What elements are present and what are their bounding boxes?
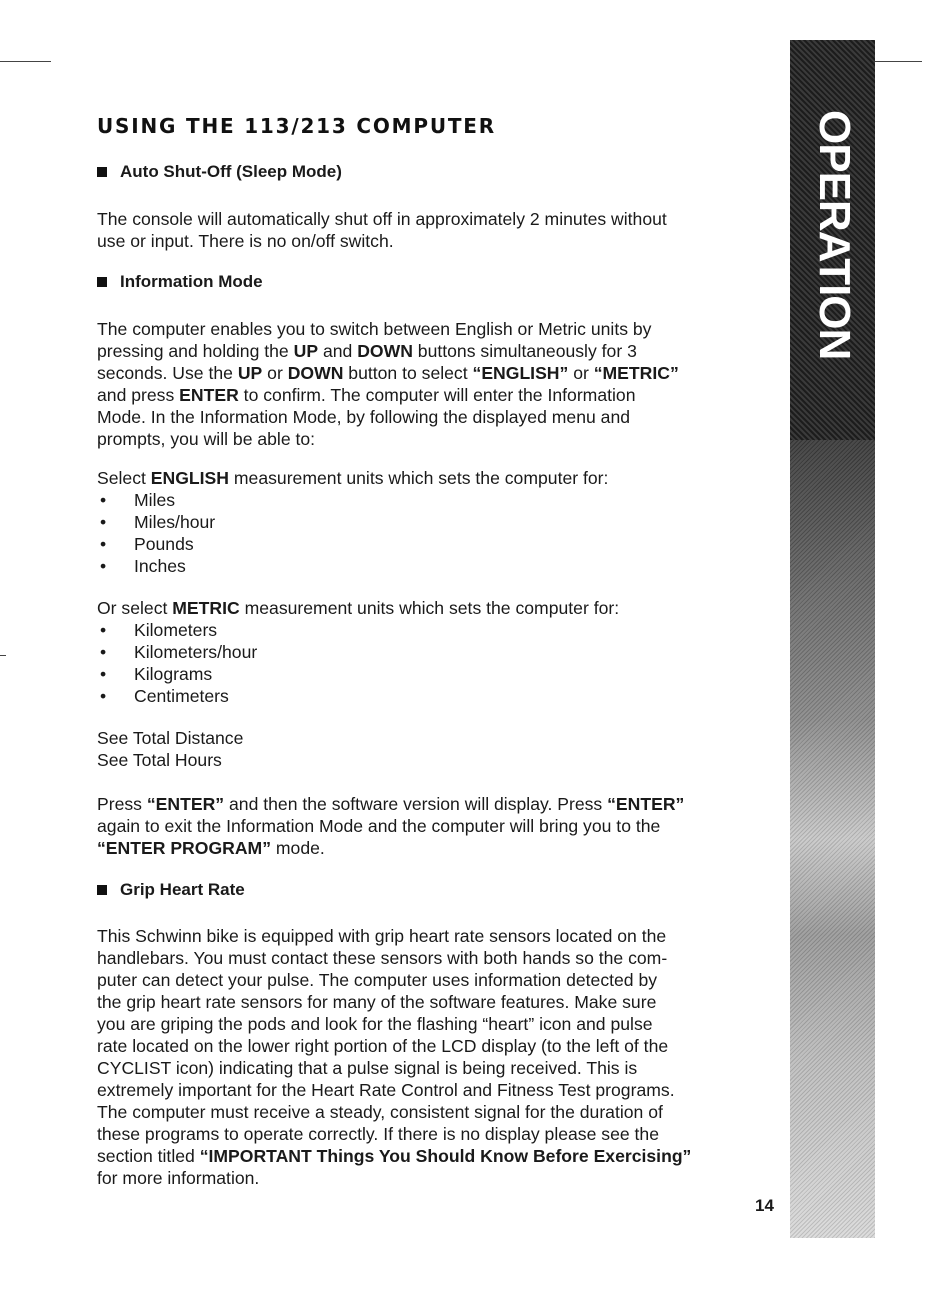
list-item: • Miles [97, 489, 215, 511]
bold-text: DOWN [357, 341, 413, 361]
paragraph-line: The console will automatically shut off in approximately 2 minutes without [97, 209, 667, 229]
text-run: Select [97, 468, 151, 488]
section-auto-shutoff-title [97, 162, 342, 182]
side-tab-label: OPERATION [810, 110, 859, 360]
section-title-text: Grip Heart Rate [120, 880, 245, 899]
section-grip-title [97, 880, 245, 900]
text-run: or [568, 363, 594, 383]
bold-text: “ENTER PROGRAM” [97, 838, 271, 858]
paragraph-line [97, 384, 737, 406]
metric-units-list [97, 619, 257, 707]
bold-text: METRIC [172, 598, 240, 618]
paragraph-line: extremely important for the Heart Rate Control and Fitness Test programs. [97, 1080, 675, 1100]
list-item: • Miles/hour [97, 511, 215, 533]
paragraph-line: for more information. [97, 1168, 260, 1188]
text-run: button to select [343, 363, 473, 383]
paragraph-line: See Total Distance [97, 728, 244, 748]
text-run: or [262, 363, 288, 383]
bold-text: “IMPORTANT Things You Should Know Before Exercising” [199, 1146, 692, 1166]
text-run: measurement units which sets the computer for: [239, 598, 620, 618]
paragraph-line: The computer must receive a steady, consistent signal for the duration of [97, 1102, 663, 1122]
text-run: pressing and holding the [97, 341, 294, 361]
bold-text: ENGLISH [150, 468, 229, 488]
paragraph-line [97, 340, 737, 362]
text-run: seconds. Use the [97, 363, 238, 383]
square-bullet-icon [97, 885, 107, 895]
text-run: and [318, 341, 358, 361]
bold-text: “ENTER” [146, 794, 225, 814]
text-run: section titled [97, 1146, 200, 1166]
see-totals [97, 727, 737, 771]
paragraph-line: handlebars. You must contact these sensors with both hands so the com- [97, 948, 668, 968]
text-run: measurement units which sets the computer for: [229, 468, 609, 488]
paragraph-line: Mode. In the Information Mode, by following the displayed menu and [97, 407, 631, 427]
side-photo-strip [790, 440, 875, 1238]
page-number: 14 [755, 1196, 774, 1215]
auto-shutoff-paragraph [97, 208, 737, 252]
bold-text: “ENGLISH” [472, 363, 569, 383]
text-run: Or select [97, 598, 173, 618]
square-bullet-icon [97, 277, 107, 287]
paragraph-line: use or input. There is no on/off switch. [97, 231, 394, 251]
text-run: to confirm. The computer will enter the Information [238, 385, 636, 405]
page-heading: USING THE 113/213 COMPUTER [97, 114, 496, 138]
metric-intro [97, 597, 737, 619]
list-item: • Kilograms [97, 663, 257, 685]
text-run: and then the software version will display. Press [224, 794, 608, 814]
crop-mark-top-right [872, 61, 922, 62]
section-information-title [97, 272, 263, 292]
crop-mark-top-left [0, 61, 51, 62]
section-title-text: Information Mode [120, 272, 263, 291]
paragraph-line: these programs to operate correctly. If there is no display please see the [97, 1124, 659, 1144]
paragraph-line [97, 793, 737, 815]
press-enter-paragraph [97, 793, 737, 859]
list-item: • Kilometers [97, 619, 257, 641]
paragraph-line: The computer enables you to switch between English or Metric units by [97, 319, 652, 339]
crop-mark-left-middle [0, 655, 6, 656]
list-item: • Kilometers/hour [97, 641, 257, 663]
text-run: Press [97, 794, 147, 814]
paragraph-line: CYCLIST icon) indicating that a pulse signal is being received. This is [97, 1058, 638, 1078]
paragraph-line [97, 467, 737, 489]
paragraph-line: See Total Hours [97, 750, 222, 770]
square-bullet-icon [97, 167, 107, 177]
paragraph-line [97, 362, 737, 384]
list-item: • Pounds [97, 533, 215, 555]
bold-text: UP [293, 341, 319, 361]
paragraph-line: puter can detect your pulse. The computer uses information detected by [97, 970, 658, 990]
list-item: • Inches [97, 555, 215, 577]
paragraph-line [97, 597, 737, 619]
list-item: • Centimeters [97, 685, 257, 707]
paragraph-line: rate located on the lower right portion of the LCD display (to the left of the [97, 1036, 669, 1056]
english-intro [97, 467, 737, 489]
paragraph-line [97, 837, 737, 859]
information-paragraph [97, 318, 737, 450]
bold-text: ENTER [179, 385, 239, 405]
grip-paragraph [97, 925, 737, 1189]
bold-text: DOWN [287, 363, 344, 383]
bold-text: “ENTER” [607, 794, 685, 814]
english-units-list [97, 489, 215, 577]
text-run: and press [97, 385, 180, 405]
text-run: mode. [271, 838, 325, 858]
paragraph-line: This Schwinn bike is equipped with grip heart rate sensors located on the [97, 926, 667, 946]
paragraph-line: prompts, you will be able to: [97, 429, 316, 449]
paragraph-line: the grip heart rate sensors for many of the software features. Make sure [97, 992, 657, 1012]
bold-text: “METRIC” [593, 363, 679, 383]
paragraph-line: again to exit the Information Mode and the computer will bring you to the [97, 816, 661, 836]
paragraph-line: you are griping the pods and look for the flashing “heart” icon and pulse [97, 1014, 653, 1034]
text-run: buttons simultaneously for 3 [412, 341, 637, 361]
bold-text: UP [237, 363, 263, 383]
section-title-text: Auto Shut-Off (Sleep Mode) [120, 162, 342, 181]
paragraph-line [97, 1145, 737, 1167]
